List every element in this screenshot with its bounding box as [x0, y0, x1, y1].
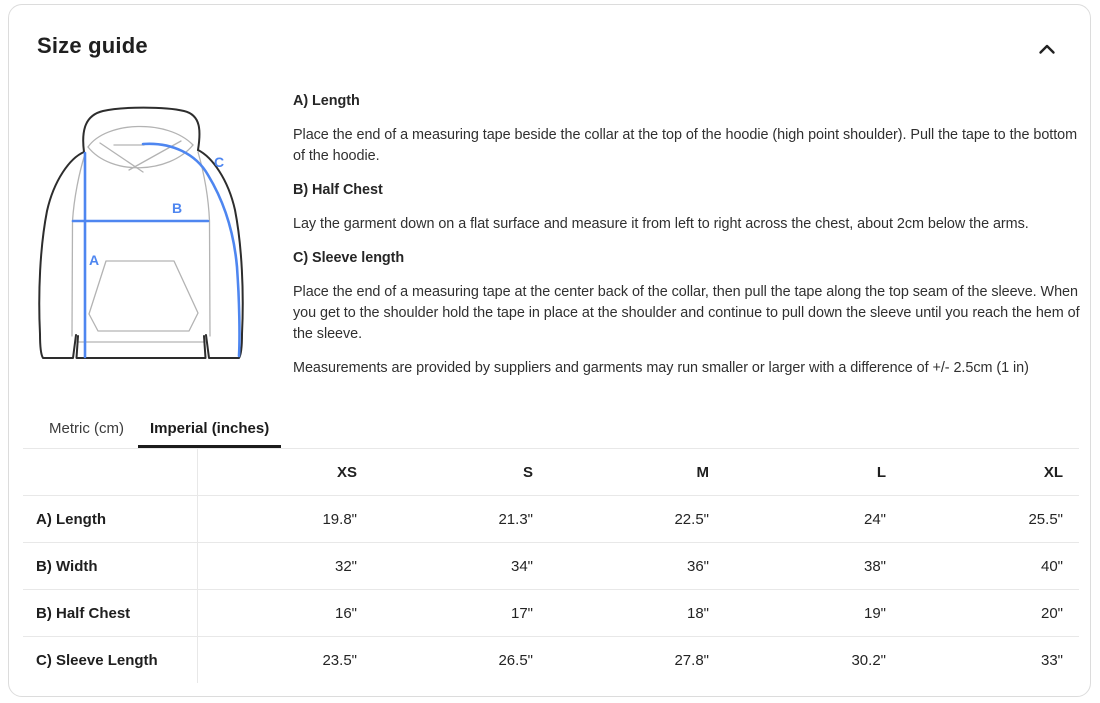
cell-value: 40" [902, 543, 1079, 590]
cell-value: 17" [373, 590, 549, 637]
row-label: B) Width [23, 543, 197, 590]
tab-imperial[interactable]: Imperial (inches) [138, 411, 281, 448]
cell-value: 23.5" [197, 637, 373, 684]
hoodie-pocket [89, 261, 198, 331]
measurement-disclaimer: Measurements are provided by suppliers and garments may run smaller or larger with a difference of +/- 2.5cm (1 in) [293, 360, 1029, 376]
row-label: B) Half Chest [23, 590, 197, 637]
row-label: A) Length [23, 496, 197, 543]
row-label: C) Sleeve Length [23, 637, 197, 684]
chevron-up-icon [1035, 38, 1059, 62]
cell-value: 32" [197, 543, 373, 590]
measure-label-c: C [214, 154, 225, 170]
measure-label-a: A [89, 252, 100, 268]
collapse-button[interactable] [1026, 29, 1068, 71]
table-row [23, 637, 1079, 684]
table-header-row [23, 449, 1079, 496]
column-header-xs: XS [197, 449, 373, 496]
cell-value: 19.8" [197, 496, 373, 543]
instruction-body-half-chest: Lay the garment down on a flat surface and measure it from left to right across the chest, about 2cm below the arms. [293, 216, 1029, 232]
cell-value: 30.2" [725, 637, 902, 684]
measure-label-b: B [172, 200, 183, 216]
measuring-instructions [293, 91, 1085, 392]
cell-value: 16" [197, 590, 373, 637]
cell-value: 27.8" [549, 637, 725, 684]
instruction-heading-half-chest: B) Half Chest [293, 182, 383, 198]
cell-value: 18" [549, 590, 725, 637]
cell-value: 34" [373, 543, 549, 590]
instruction-body-length: Place the end of a measuring tape beside the collar at the top of the hoodie (high point shoulder). Pull the tape to the bottom of the hoodie. [293, 127, 1078, 164]
column-header-m: M [549, 449, 725, 496]
cell-value: 24" [725, 496, 902, 543]
cell-value: 22.5" [549, 496, 725, 543]
table-row [23, 590, 1079, 637]
unit-tabs [37, 411, 281, 448]
measurement-lines [73, 144, 239, 357]
cell-value: 36" [549, 543, 725, 590]
table-row [23, 543, 1079, 590]
table-row [23, 496, 1079, 543]
cell-value: 21.3" [373, 496, 549, 543]
hoodie-measurement-diagram [26, 101, 261, 366]
column-header-xl: XL [902, 449, 1079, 496]
instruction-heading-length: A) Length [293, 93, 360, 109]
measure-line-c [143, 144, 239, 356]
cell-value: 19" [725, 590, 902, 637]
cell-value: 20" [902, 590, 1079, 637]
column-header-s: S [373, 449, 549, 496]
hoodie-hem [77, 336, 206, 358]
page-title: Size guide [37, 33, 148, 58]
cell-value: 25.5" [902, 496, 1079, 543]
tab-metric[interactable]: Metric (cm) [49, 419, 124, 437]
instruction-body-sleeve-length: Place the end of a measuring tape at the center back of the collar, then pull the tape along the top seam of the sleeve. When you get to the shoulder hold the tape in place at the shoulder and continue to pull down the sleeve until you reach the hem of the sleeve. [293, 284, 1080, 342]
cell-value: 33" [902, 637, 1079, 684]
cell-value: 38" [725, 543, 902, 590]
instruction-heading-sleeve-length: C) Sleeve length [293, 250, 405, 266]
hoodie-seams [72, 126, 210, 342]
column-header-l: L [725, 449, 902, 496]
cell-value: 26.5" [373, 637, 549, 684]
size-guide-table [23, 448, 1079, 683]
size-guide-panel [8, 4, 1091, 697]
table-header-empty-cell [23, 449, 197, 496]
